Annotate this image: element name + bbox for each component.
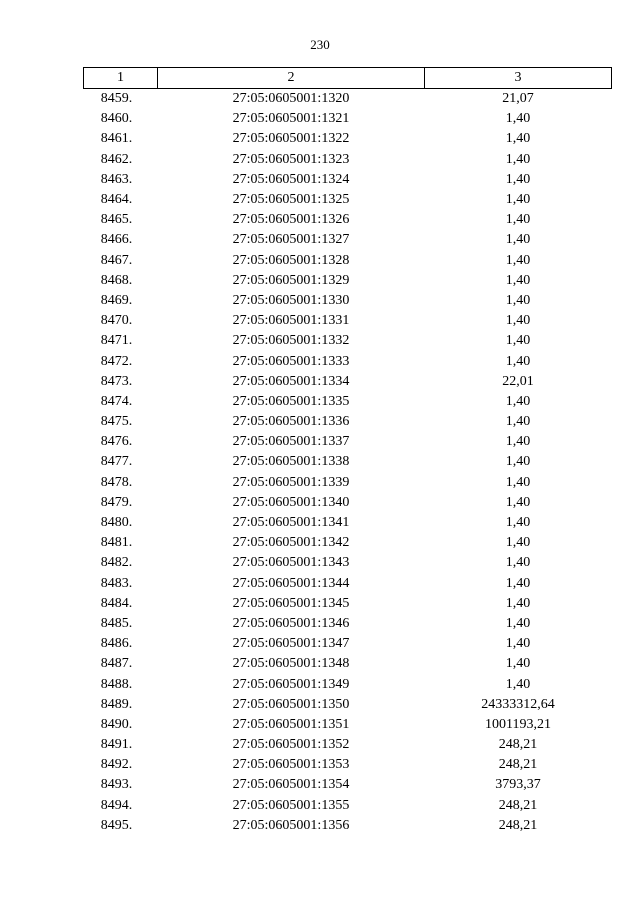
value-cell: 248,21 (498, 737, 538, 753)
table-row (84, 210, 612, 230)
value-cell: 1,40 (505, 555, 531, 571)
cadastral-number-cell: 27:05:0605001:1356 (232, 817, 350, 833)
cadastral-number-cell: 27:05:0605001:1344 (232, 575, 350, 591)
value-cell: 1,40 (505, 676, 531, 692)
row-number-cell: 8483. (100, 575, 133, 591)
cadastral-number-cell: 27:05:0605001:1329 (232, 272, 350, 288)
table-row (84, 190, 612, 210)
table-row (84, 715, 612, 735)
cadastral-number-cell: 27:05:0605001:1340 (232, 494, 350, 510)
value-cell: 1,40 (505, 232, 531, 248)
row-number-cell: 8460. (100, 111, 133, 127)
value-cell: 1,40 (505, 575, 531, 591)
table-row (84, 291, 612, 311)
cadastral-number-cell: 27:05:0605001:1342 (232, 535, 350, 551)
cadastral-number-cell: 27:05:0605001:1333 (232, 353, 350, 369)
cadastral-number-cell: 27:05:0605001:1354 (232, 777, 350, 793)
row-number-cell: 8472. (100, 353, 133, 369)
value-cell: 1,40 (505, 212, 531, 228)
cadastral-number-cell: 27:05:0605001:1323 (232, 151, 350, 167)
table-row (84, 513, 612, 533)
cadastral-number-cell: 27:05:0605001:1339 (232, 474, 350, 490)
table-row (84, 654, 612, 674)
cadastral-number-cell: 27:05:0605001:1345 (232, 595, 350, 611)
row-number-cell: 8466. (100, 232, 133, 248)
cadastral-number-cell: 27:05:0605001:1320 (232, 91, 350, 107)
cadastral-number-cell: 27:05:0605001:1355 (232, 797, 350, 813)
table-row (84, 574, 612, 594)
row-number-cell: 8462. (100, 151, 133, 167)
value-cell: 1,40 (505, 454, 531, 470)
row-number-cell: 8474. (100, 393, 133, 409)
row-number-cell: 8482. (100, 555, 133, 571)
value-cell: 248,21 (498, 817, 538, 833)
cadastral-number-cell: 27:05:0605001:1331 (232, 313, 350, 329)
cadastral-number-cell: 27:05:0605001:1328 (232, 252, 350, 268)
row-number-cell: 8469. (100, 292, 133, 308)
value-cell: 248,21 (498, 757, 538, 773)
cadastral-number-cell: 27:05:0605001:1325 (232, 192, 350, 208)
page-number: 230 (310, 37, 330, 52)
row-number-cell: 8475. (100, 414, 133, 430)
table-row (84, 331, 612, 351)
value-cell: 1,40 (505, 313, 531, 329)
value-cell: 22,01 (502, 373, 534, 389)
row-number-cell: 8488. (100, 676, 133, 692)
value-cell: 1,40 (505, 131, 531, 147)
row-number-cell: 8476. (100, 434, 133, 450)
cadastral-number-cell: 27:05:0605001:1343 (232, 555, 350, 571)
value-cell: 1,40 (505, 656, 531, 672)
value-cell: 1,40 (505, 515, 531, 531)
table-row (84, 372, 612, 392)
row-number-cell: 8495. (100, 817, 133, 833)
value-cell: 1,40 (505, 595, 531, 611)
cadastral-number-cell: 27:05:0605001:1324 (232, 171, 350, 187)
cadastral-number-cell: 27:05:0605001:1330 (232, 292, 350, 308)
row-number-cell: 8459. (100, 91, 133, 107)
row-number-cell: 8461. (100, 131, 133, 147)
cadastral-number-cell: 27:05:0605001:1322 (232, 131, 350, 147)
value-cell: 1,40 (505, 615, 531, 631)
cadastral-number-cell: 27:05:0605001:1341 (232, 515, 350, 531)
cadastral-number-cell: 27:05:0605001:1338 (232, 454, 350, 470)
row-number-cell: 8494. (100, 797, 133, 813)
cadastral-number-cell: 27:05:0605001:1348 (232, 656, 350, 672)
table-row (84, 695, 612, 715)
table-row (84, 533, 612, 553)
value-cell: 1001193,21 (485, 716, 551, 732)
value-cell: 21,07 (502, 91, 534, 107)
row-number-cell: 8479. (100, 494, 133, 510)
value-cell: 1,40 (505, 494, 531, 510)
row-number-cell: 8477. (100, 454, 133, 470)
table-row (84, 129, 612, 149)
cadastral-number-cell: 27:05:0605001:1334 (232, 373, 350, 389)
table-row (84, 775, 612, 795)
table-row (84, 473, 612, 493)
row-number-cell: 8471. (100, 333, 133, 349)
table-row (84, 150, 612, 170)
table-row (84, 170, 612, 190)
table-row (84, 634, 612, 654)
value-cell: 1,40 (505, 353, 531, 369)
table-row (84, 251, 612, 271)
row-number-cell: 8480. (100, 515, 133, 531)
column-header-3: 3 (425, 68, 612, 89)
cadastral-number-cell: 27:05:0605001:1332 (232, 333, 350, 349)
cadastral-number-cell: 27:05:0605001:1350 (232, 696, 350, 712)
value-cell: 1,40 (505, 414, 531, 430)
cadastral-number-cell: 27:05:0605001:1336 (232, 414, 350, 430)
cadastral-number-cell: 27:05:0605001:1352 (232, 737, 350, 753)
row-number-cell: 8465. (100, 212, 133, 228)
table-row (84, 796, 612, 816)
row-number-cell: 8473. (100, 373, 133, 389)
value-cell: 1,40 (505, 393, 531, 409)
column-header-1: 1 (84, 68, 158, 89)
cadastral-number-cell: 27:05:0605001:1321 (232, 111, 350, 127)
row-number-cell: 8485. (100, 615, 133, 631)
table-row (84, 674, 612, 694)
value-cell: 1,40 (505, 292, 531, 308)
cadastral-number-cell: 27:05:0605001:1347 (232, 636, 350, 652)
cadastral-number-cell: 27:05:0605001:1335 (232, 393, 350, 409)
table-row (84, 735, 612, 755)
header-row (84, 68, 612, 89)
value-cell: 1,40 (505, 474, 531, 490)
value-cell: 1,40 (505, 111, 531, 127)
table-row (84, 755, 612, 775)
row-number-cell: 8484. (100, 595, 133, 611)
table-row (84, 89, 612, 110)
table-row (84, 392, 612, 412)
value-cell: 1,40 (505, 636, 531, 652)
table-row (84, 311, 612, 331)
value-cell: 1,40 (505, 434, 531, 450)
cadastral-number-cell: 27:05:0605001:1326 (232, 212, 350, 228)
row-number-cell: 8468. (100, 272, 133, 288)
value-cell: 1,40 (505, 252, 531, 268)
table-body (84, 89, 612, 836)
value-cell: 1,40 (505, 333, 531, 349)
data-table (83, 67, 612, 836)
cadastral-number-cell: 27:05:0605001:1327 (232, 232, 350, 248)
table-header (84, 68, 612, 89)
value-cell: 3793,37 (495, 777, 541, 793)
value-cell: 1,40 (505, 171, 531, 187)
table-row (84, 412, 612, 432)
value-cell: 1,40 (505, 535, 531, 551)
cadastral-number-cell: 27:05:0605001:1337 (232, 434, 350, 450)
table-row (84, 109, 612, 129)
table-row (84, 432, 612, 452)
table-row (84, 351, 612, 371)
row-number-cell: 8481. (100, 535, 133, 551)
cadastral-number-cell: 27:05:0605001:1351 (232, 716, 350, 732)
row-number-cell: 8470. (100, 313, 133, 329)
value-cell: 24333312,64 (481, 696, 555, 712)
value-cell: 1,40 (505, 192, 531, 208)
cadastral-number-cell: 27:05:0605001:1349 (232, 676, 350, 692)
table-row (84, 594, 612, 614)
table-row (84, 614, 612, 634)
table-row (84, 271, 612, 291)
row-number-cell: 8463. (100, 171, 133, 187)
row-number-cell: 8492. (100, 757, 133, 773)
cadastral-number-cell: 27:05:0605001:1353 (232, 757, 350, 773)
column-header-2: 2 (158, 68, 425, 89)
table-row (84, 452, 612, 472)
row-number-cell: 8487. (100, 656, 133, 672)
table-row (84, 493, 612, 513)
row-number-cell: 8489. (100, 696, 133, 712)
row-number-cell: 8491. (100, 737, 133, 753)
value-cell: 1,40 (505, 272, 531, 288)
row-number-cell: 8478. (100, 474, 133, 490)
cadastral-number-cell: 27:05:0605001:1346 (232, 615, 350, 631)
row-number-cell: 8486. (100, 636, 133, 652)
row-number-cell: 8467. (100, 252, 133, 268)
row-number-cell: 8490. (100, 716, 133, 732)
value-cell: 248,21 (498, 797, 538, 813)
row-number-cell: 8464. (100, 192, 133, 208)
table-row (84, 816, 612, 836)
value-cell: 1,40 (505, 151, 531, 167)
table-row (84, 230, 612, 250)
row-number-cell: 8493. (100, 777, 133, 793)
table-row (84, 553, 612, 573)
